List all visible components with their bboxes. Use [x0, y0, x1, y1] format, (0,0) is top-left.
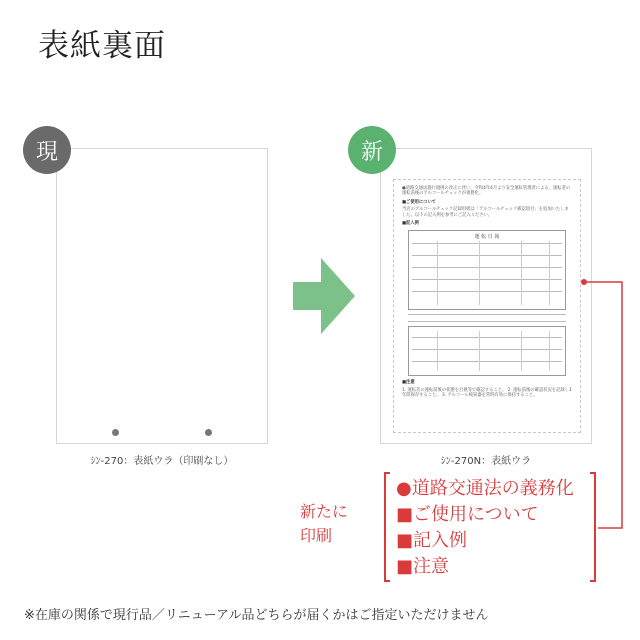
binding-hole-right — [205, 429, 212, 436]
page-title: 表紙裏面 — [38, 28, 166, 64]
stock-footnote: ※在庫の関係で現行品／リニューアル品どちらが届くかはご指定いただけません — [24, 608, 489, 623]
new-item: ■注意 — [396, 556, 450, 577]
sheet-caution-text: 1. 運転者の運転前後の状態を目視等で確認すること。 2. 運転前後の確認状況を記録し1年間保存すること。 3. アルコール検知器を常時有効に保持すること。 — [402, 387, 572, 399]
sheet-intro: ●道路交通法施行規則の改正に伴い、令和4年4月より安全運転管理者による、運転者の運転前後のアルコールチェックが義務化。 — [402, 186, 571, 197]
newly-printed-line2: 印刷 — [300, 526, 333, 545]
right-arrow-icon — [293, 258, 355, 334]
sheet-usage-heading: ■ご使用について — [402, 199, 437, 205]
sample-form-title: 運 転 日 報 — [474, 234, 500, 241]
binding-hole-left — [112, 429, 119, 436]
caption-new: ｼﾝ-270N：表紙ウラ — [440, 456, 532, 467]
printed-sheet — [393, 179, 581, 433]
newly-printed-line1: 新たに — [300, 502, 349, 521]
sheet-usage-text: 当店のアルコールチェック記録用紙は「アルコールチェック確認項目」を追加いたしました。以下の記入例を参考にご記入ください。 — [402, 207, 569, 218]
sheet-example-heading: ■記入例 — [402, 221, 419, 227]
new-item: ●道路交通法の義務化 — [396, 478, 574, 499]
badge-new: 新 — [348, 126, 396, 174]
sheet-caution-heading: ■注意 — [402, 380, 415, 386]
new-item: ■ご使用について — [396, 504, 539, 525]
newly-printed-label — [300, 500, 348, 548]
new-items-box — [384, 472, 596, 582]
old-cover-back — [56, 148, 268, 444]
sample-form-lower — [408, 326, 566, 376]
new-cover-back — [380, 148, 592, 444]
badge-current: 現 — [23, 126, 71, 174]
sample-form — [408, 230, 566, 310]
form-tear-line — [408, 314, 566, 322]
caption-old: ｼﾝ-270：表紙ウラ（印刷なし） — [90, 456, 234, 467]
new-item: ■記入例 — [396, 530, 468, 551]
